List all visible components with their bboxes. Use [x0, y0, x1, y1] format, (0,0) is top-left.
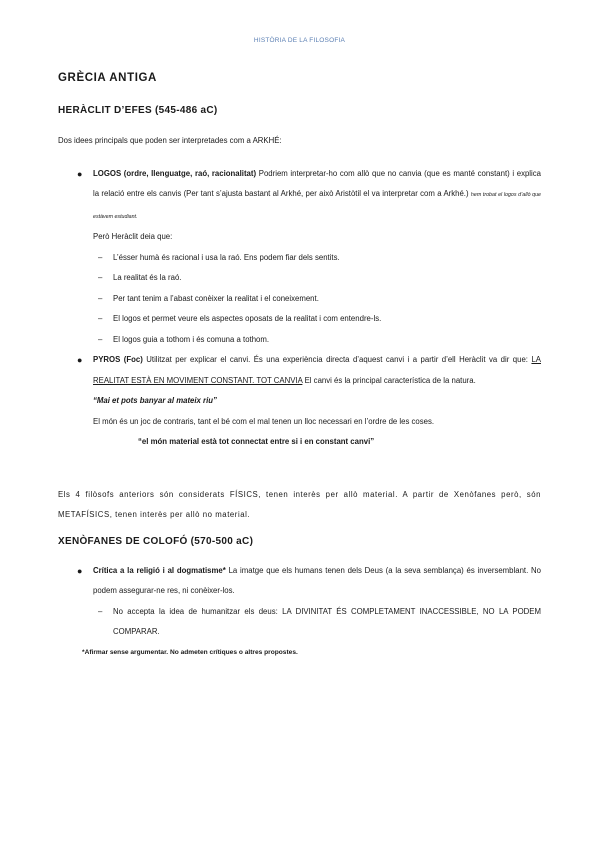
running-header: HISTÒRIA DE LA FILOSOFIA [253, 37, 346, 44]
pyros-term: PYROS (Foc) [93, 355, 143, 364]
bullet-pyros [58, 350, 541, 432]
page-title: GRÈCIA ANTIGA [58, 72, 157, 84]
heraclit-intro: Dos idees principals que poden ser interpretades com a ARKHÉ: [58, 136, 282, 145]
document-body [58, 72, 541, 663]
section-heading-heraclit: HERÀCLIT D’EFES (545-486 aC) [58, 105, 218, 116]
list-item: – El logos et permet veure els aspectes oposats de la realitat i com entendre-ls. [98, 314, 382, 323]
bullet-dot-icon: ● [77, 355, 83, 365]
center-quote: “el món material està tot connectat entre si i en constant canvi” [138, 437, 375, 446]
bullet-critica [58, 561, 541, 602]
bullet-dot-icon: ● [77, 168, 83, 179]
logos-dash-list [78, 248, 541, 351]
list-item: – L’ésser humà és racional i usa la raó. Ens podem fiar dels sentits. [98, 252, 340, 262]
list-item: – El logos guia a tothom i és comuna a tothom. [98, 334, 270, 344]
logos-lead: Però Heràclit deia que: [93, 232, 173, 241]
pyros-paragraph: PYROS (Foc) Utilitzat per explicar el canvi. És una experiència directa d’aquest canvi i a partir d’ell Heràclit va dir que: LA REALITAT ESTÀ EN MOVIMENT CONSTANT. TOT CANVIA El canvi és la principal característica de la natura. [93, 355, 541, 385]
transition-paragraph: Els 4 filòsofs anteriors són considerats FÍSICS, tenen interès per allò material. A partir de Xenòfanes però, són METAFÍSICS, tenen interès per allò no material. [58, 489, 541, 519]
xenofanes-dash-list [78, 602, 541, 643]
pyros-contraris: El món és un joc de contraris, tant el bé com el mal tenen un lloc necessari en l’ordre de les coses. [93, 416, 435, 426]
pyros-underlined: LA REALITAT ESTÀ EN MOVIMENT CONSTANT. TOT CANVIA [93, 355, 541, 385]
critica-paragraph: Crítica a la religió i al dogmatisme* La imatge que els humans tenen dels Deus (a la seva semblança) és inversemblant. No podem assegurar-ne res, ni conèixer-los. [93, 565, 541, 595]
logos-note: hem trobat el logos d’allò que estàvem estudiant. [93, 192, 541, 220]
list-item: – Per tant tenim a l’abast conèixer la realitat i el coneixement. [98, 293, 319, 303]
footnote: *Afirmar sense argumentar. No admeten crítiques o altres propostes. [82, 648, 298, 656]
logos-term: LOGOS (ordre, llenguatge, raó, racionalitat) [93, 168, 257, 178]
critica-term: Crítica a la religió i al dogmatisme* [93, 565, 226, 575]
pyros-quote: “Mai et pots banyar al mateix riu” [93, 396, 217, 405]
list-item: – La realitat és la raó. [98, 273, 182, 282]
logos-paragraph [93, 164, 541, 228]
logos-text: Podriem interpretar-ho com allò que no canvia (que es manté constant) i explica la relació entre els canvis (Per tant s’ajusta bastant al Arkhé, per això Aristòtil el va interpretar com a Arkhé.) [93, 168, 541, 198]
bullet-dot-icon: ● [77, 565, 83, 576]
list-item: – No accepta la idea de humanitzar els deus: LA DIVINITAT ÉS COMPLETAMENT INACCESSIBLE, NO LA PODEM COMPARAR. [98, 606, 541, 636]
section-heading-xenofanes: XENÒFANES DE COLOFÓ (570-500 aC) [58, 535, 254, 547]
bullet-logos [58, 164, 541, 248]
